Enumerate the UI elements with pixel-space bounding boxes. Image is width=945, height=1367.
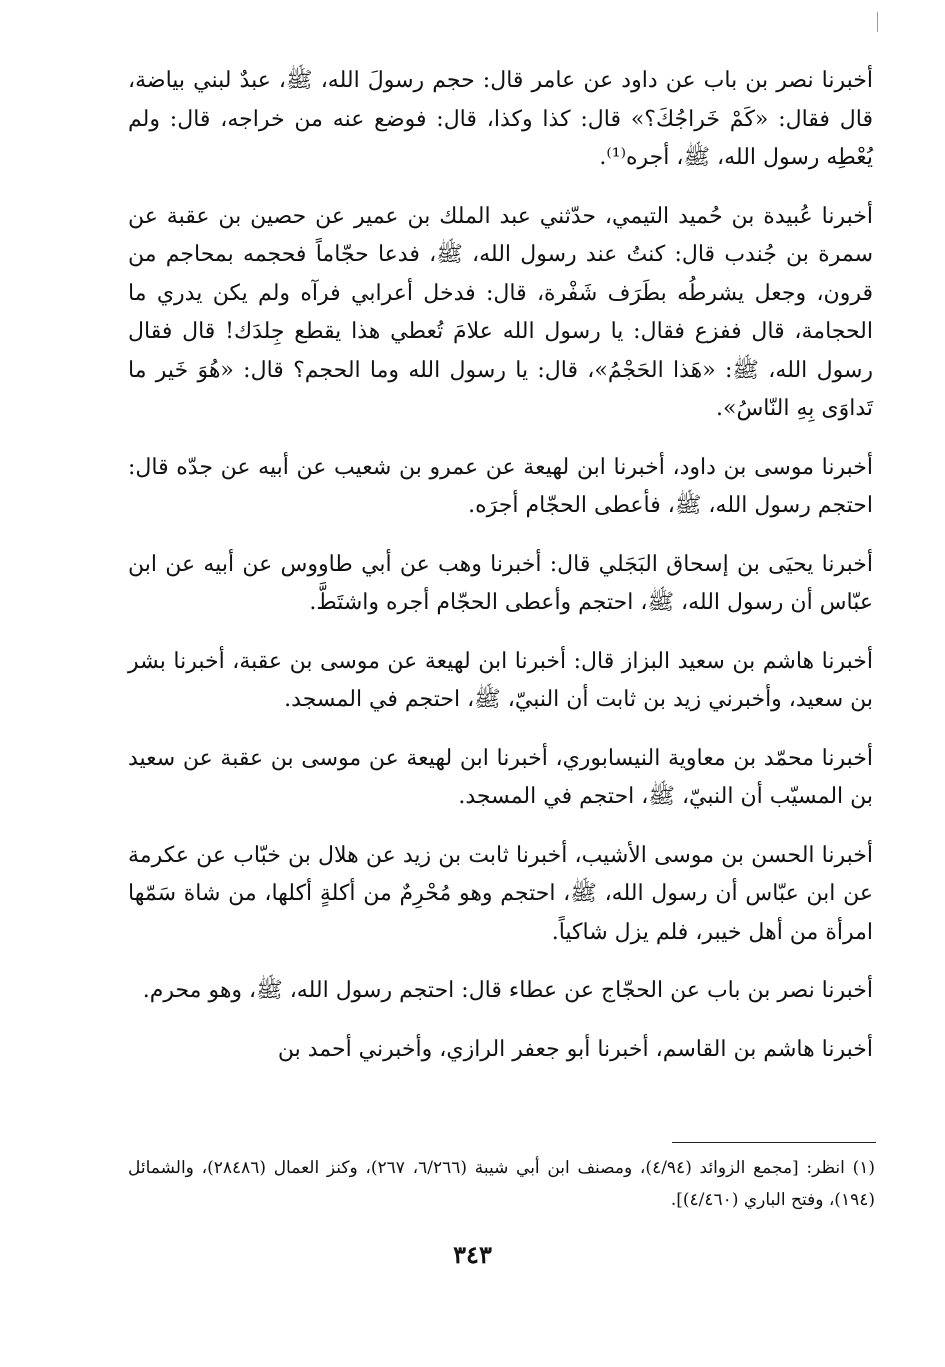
- page-number: ٣٤٣: [453, 1240, 492, 1269]
- paragraph-4: أخبرنا يحيَى بن إسحاق البَجَلي قال: أخبرنا وهب عن أبي طاووس عن أبيه عن ابن عبّاس أن رسول الله، ﷺ، احتجم وأعطى الحجّام أجره واشتَطَّ.: [128, 551, 873, 615]
- paragraph-5: أخبرنا هاشم بن سعيد البزاز قال: أخبرنا ابن لهيعة عن موسى بن عقبة، أخبرنا بشر بن سعيد، وأخبرني زيد بن ثابت أن النبيّ، ﷺ، احتجم في المسجد.: [128, 648, 873, 712]
- paragraph-3: أخبرنا موسى بن داود، أخبرنا ابن لهيعة عن عمرو بن شعيب عن أبيه عن جدّه قال: احتجم رسول الله، ﷺ، فأعطى الحجّام أجرَه.: [128, 454, 873, 518]
- paragraph-9: أخبرنا هاشم بن القاسم، أخبرنا أبو جعفر الرازي، وأخبرني أحمد بن: [277, 1036, 873, 1062]
- scan-mark: [877, 12, 878, 32]
- paragraph-6: أخبرنا محمّد بن معاوية النيسابوري، أخبرنا ابن لهيعة عن موسى بن عقبة عن سعيد بن المسيّب أن النبيّ، ﷺ، احتجم في المسجد.: [128, 745, 873, 809]
- paragraph-2: أخبرنا عُبيدة بن حُميد التيمي، حدّثني عبد الملك بن عمير عن حصين بن عقبة عن سمرة بن جُندب قال: كنتُ عند رسول الله، ﷺ، فدعا حجّاماً فحجمه بمحاجم من قرون، وجعل يشرطُه بطَرَف شَفْرة، قال: فدخل أعرابي فرآه ولم يكن يدري ما الحجامة، قال ففزع فقال: يا رسول الله علامَ تُعطي هذا يقطع جِلدَك! قال فقال رسول الله، ﷺ: «هَذا الحَجْمُ»، قال: يا رسول الله وما الحجم؟ قال: «هُوَ خَير ما تَداوَى بِهِ النّاسُ».: [128, 203, 873, 421]
- main-text: [128, 62, 873, 1089]
- paragraph-1: أخبرنا نصر بن باب عن داود عن عامر قال: حجم رسولَ الله، ﷺ، عبدٌ لبني بياضة، قال فقال: «كَمْ خَراجُكَ؟» قال: كذا وكذا، قال: فوضع عنه من خراجه، قال: ولم يُعْطِه رسول الله، ﷺ، أجره⁽¹⁾.: [128, 68, 873, 170]
- paragraph-7: أخبرنا الحسن بن موسى الأشيب، أخبرنا ثابت بن زيد عن هلال بن خبّاب عن عكرمة عن ابن عبّاس أن رسول الله، ﷺ، احتجم وهو مُحْرِمٌ من أكلةٍ أكلها، من شاة سَمّها امرأة من أهل خيبر، فلم يزل شاكياً.: [128, 842, 873, 945]
- footnote: (١) انظر: [مجمع الزوائد (٤/٩٤)، ومصنف ابن أبي شيبة (٦/٢٦٦، ٢٦٧)، وكنز العمال (٢٨٤٨٦)، والشمائل (١٩٤)، وفتح الباري (٤/٤٦٠)].: [128, 1158, 875, 1210]
- footnote-separator: [672, 1142, 876, 1143]
- paragraph-8: أخبرنا نصر بن باب عن الحجّاج عن عطاء قال: احتجم رسول الله، ﷺ، وهو محرم.: [142, 978, 873, 1003]
